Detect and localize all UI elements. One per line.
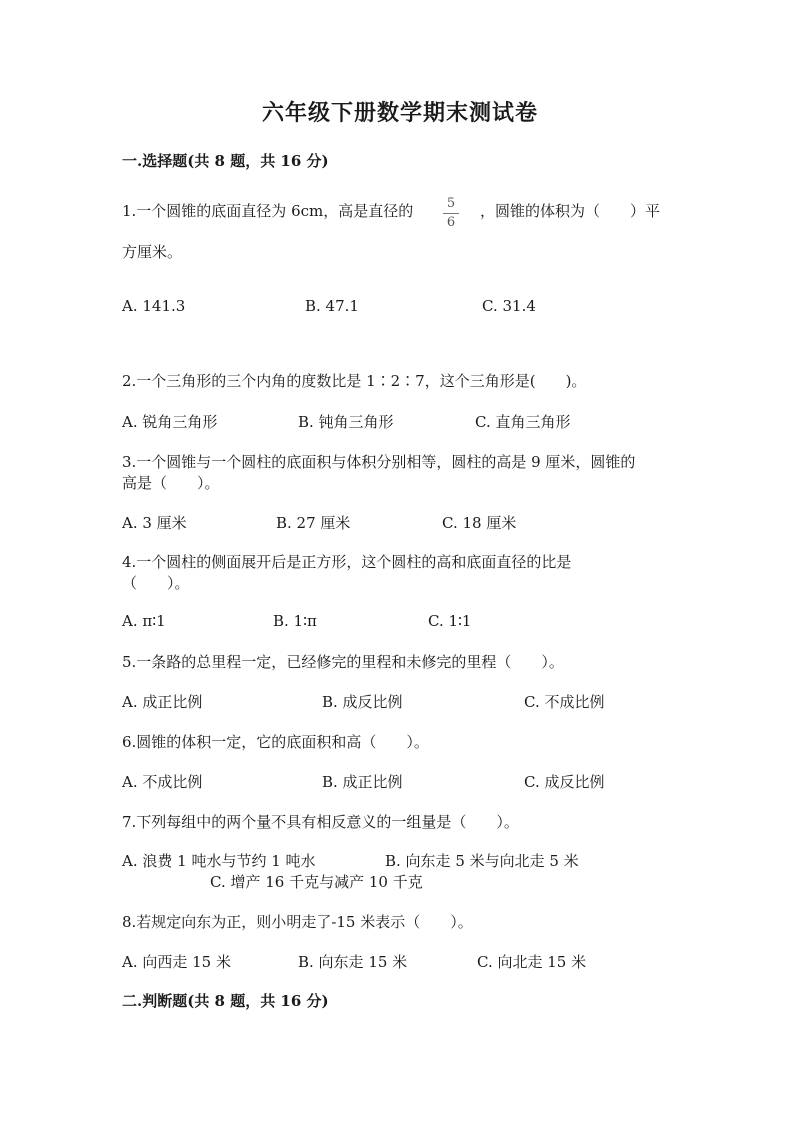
section-heading-choice: 一.选择题(共 8 题，共 16 分) xyxy=(122,152,329,170)
question-4-option-b[interactable]: B. 1∶π xyxy=(273,612,317,630)
question-3-line2: 高是（ ）。 xyxy=(122,474,220,492)
question-6-option-b[interactable]: B. 成正比例 xyxy=(322,773,403,791)
question-2-text: 2.一个三角形的三个内角的度数比是 1∶2∶7，这个三角形是( )。 xyxy=(122,372,587,390)
fraction xyxy=(440,196,462,231)
question-3-option-a[interactable]: A. 3 厘米 xyxy=(122,514,187,532)
question-3-option-b[interactable]: B. 27 厘米 xyxy=(276,514,351,532)
question-8-option-a[interactable]: A. 向西走 15 米 xyxy=(122,953,231,971)
question-5-option-c[interactable]: C. 不成比例 xyxy=(524,693,605,711)
question-4-line2: （ ）。 xyxy=(122,574,190,592)
question-1-text-after: ，圆锥的体积为（ ）平 xyxy=(480,202,661,220)
question-6-option-c[interactable]: C. 成反比例 xyxy=(524,773,605,791)
question-8-text: 8.若规定向东为正，则小明走了-15 米表示（ ）。 xyxy=(122,913,473,931)
question-1-line2: 方厘米。 xyxy=(122,243,183,261)
question-7-option-c[interactable]: C. 增产 16 千克与减产 10 千克 xyxy=(210,873,423,891)
question-5-text: 5.一条路的总里程一定，已经修完的里程和未修完的里程（ ）。 xyxy=(122,653,564,671)
question-4-line1: 4.一个圆柱的侧面展开后是正方形，这个圆柱的高和底面直径的比是 xyxy=(122,553,572,571)
question-7-text: 7.下列每组中的两个量不具有相反意义的一组量是（ ）。 xyxy=(122,813,519,831)
question-1-option-a[interactable]: A. 141.3 xyxy=(122,297,186,315)
question-1-line1 xyxy=(122,200,413,222)
question-2-option-a[interactable]: A. 锐角三角形 xyxy=(122,413,218,431)
question-7-option-a[interactable]: A. 浪费 1 吨水与节约 1 吨水 xyxy=(122,852,316,870)
fraction-numerator: 5 xyxy=(446,196,456,211)
question-6-text: 6.圆锥的体积一定，它的底面积和高（ ）。 xyxy=(122,733,429,751)
question-2-option-b[interactable]: B. 钝角三角形 xyxy=(298,413,394,431)
question-4-option-a[interactable]: A. π∶1 xyxy=(122,612,166,630)
question-5-option-b[interactable]: B. 成反比例 xyxy=(322,693,403,711)
question-1-text-before: 1.一个圆锥的底面直径为 6cm，高是直径的 xyxy=(122,202,414,220)
question-8-option-c[interactable]: C. 向北走 15 米 xyxy=(477,953,587,971)
question-3-line1: 3.一个圆锥与一个圆柱的底面积与体积分别相等，圆柱的高是 9 厘米，圆锥的 xyxy=(122,453,636,471)
question-1-option-b[interactable]: B. 47.1 xyxy=(305,297,359,315)
question-6-option-a[interactable]: A. 不成比例 xyxy=(122,773,203,791)
question-7-option-b[interactable]: B. 向东走 5 米与向北走 5 米 xyxy=(385,852,579,870)
fraction-denominator: 6 xyxy=(446,215,456,230)
question-2-option-c[interactable]: C. 直角三角形 xyxy=(475,413,571,431)
question-5-option-a[interactable]: A. 成正比例 xyxy=(122,693,203,711)
question-4-option-c[interactable]: C. 1∶1 xyxy=(428,612,472,630)
question-3-option-c[interactable]: C. 18 厘米 xyxy=(442,514,517,532)
section-heading-judgment: 二.判断题(共 8 题，共 16 分) xyxy=(122,992,329,1010)
question-8-option-b[interactable]: B. 向东走 15 米 xyxy=(298,953,408,971)
question-1-option-c[interactable]: C. 31.4 xyxy=(482,297,536,315)
exam-title: 六年级下册数学期末测试卷 xyxy=(261,100,538,126)
fraction-bar xyxy=(443,213,459,214)
